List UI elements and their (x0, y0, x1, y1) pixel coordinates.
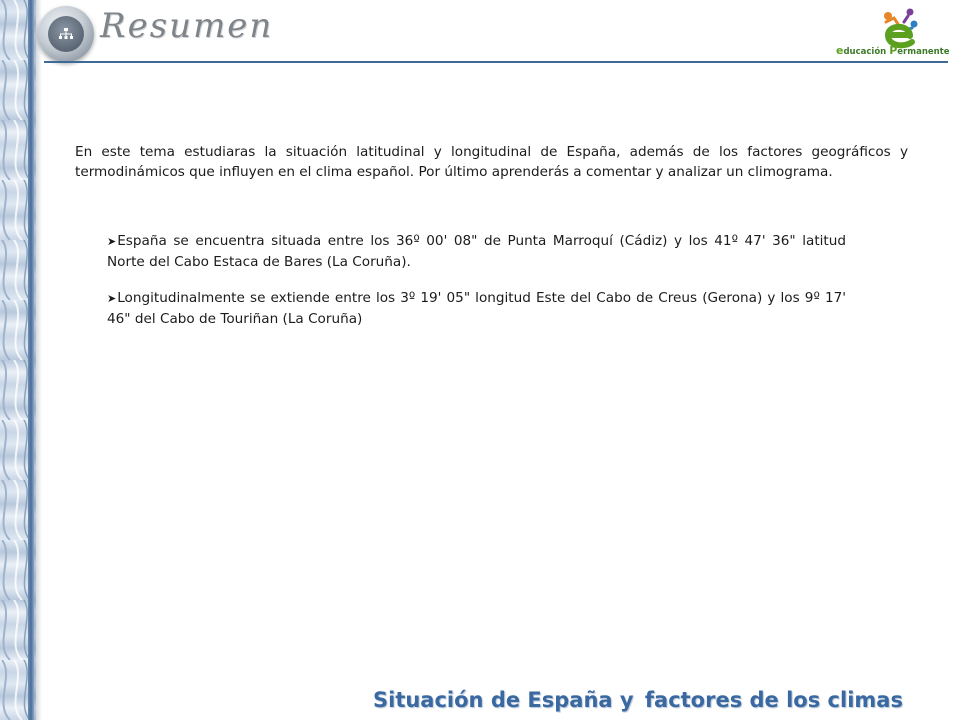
side-strip-shadow (34, 0, 42, 720)
arrowhead-bullet-icon: ➤ (107, 292, 117, 305)
header-divider (44, 61, 948, 63)
key-points-list (107, 231, 846, 345)
logo-wordmark (836, 44, 948, 57)
list-item-text: Longitudinalmente se extiende entre los 3º 19' 05" longitud Este del Cabo de Creus (Gerona) y los 9º 17' 46" del Cabo de Touriñan (La Coruña) (107, 290, 846, 327)
hierarchy-icon (48, 16, 84, 52)
footer-title-part-1: Situación de España y (373, 688, 634, 712)
footer-title-part-2: factores de los climas (644, 688, 903, 712)
arrowhead-bullet-icon: ➤ (107, 235, 117, 248)
footer-title (373, 688, 903, 712)
logo-word-permanente: ermanente (897, 47, 950, 57)
list-item (107, 288, 846, 329)
intro-paragraph: En este tema estudiaras la situación latitudinal y longitudinal de España, además de los factores geográficos y termodinámicos que influyen en el clima español. Por último aprenderás a comentar y analizar un climograma. (75, 144, 908, 180)
page-title: Resumen (100, 6, 274, 46)
list-item-text: España se encuentra situada entre los 36º 00' 08" de Punta Marroquí (Cádiz) y los 41º 47' 36" latitud Norte del Cabo Estaca de Bares (La Coruña). (107, 233, 846, 270)
list-item (107, 231, 846, 272)
logo-word-educacion: ducación (843, 47, 887, 57)
logo-letter-p: P (889, 44, 898, 57)
logo-letter-e: e (836, 44, 844, 57)
